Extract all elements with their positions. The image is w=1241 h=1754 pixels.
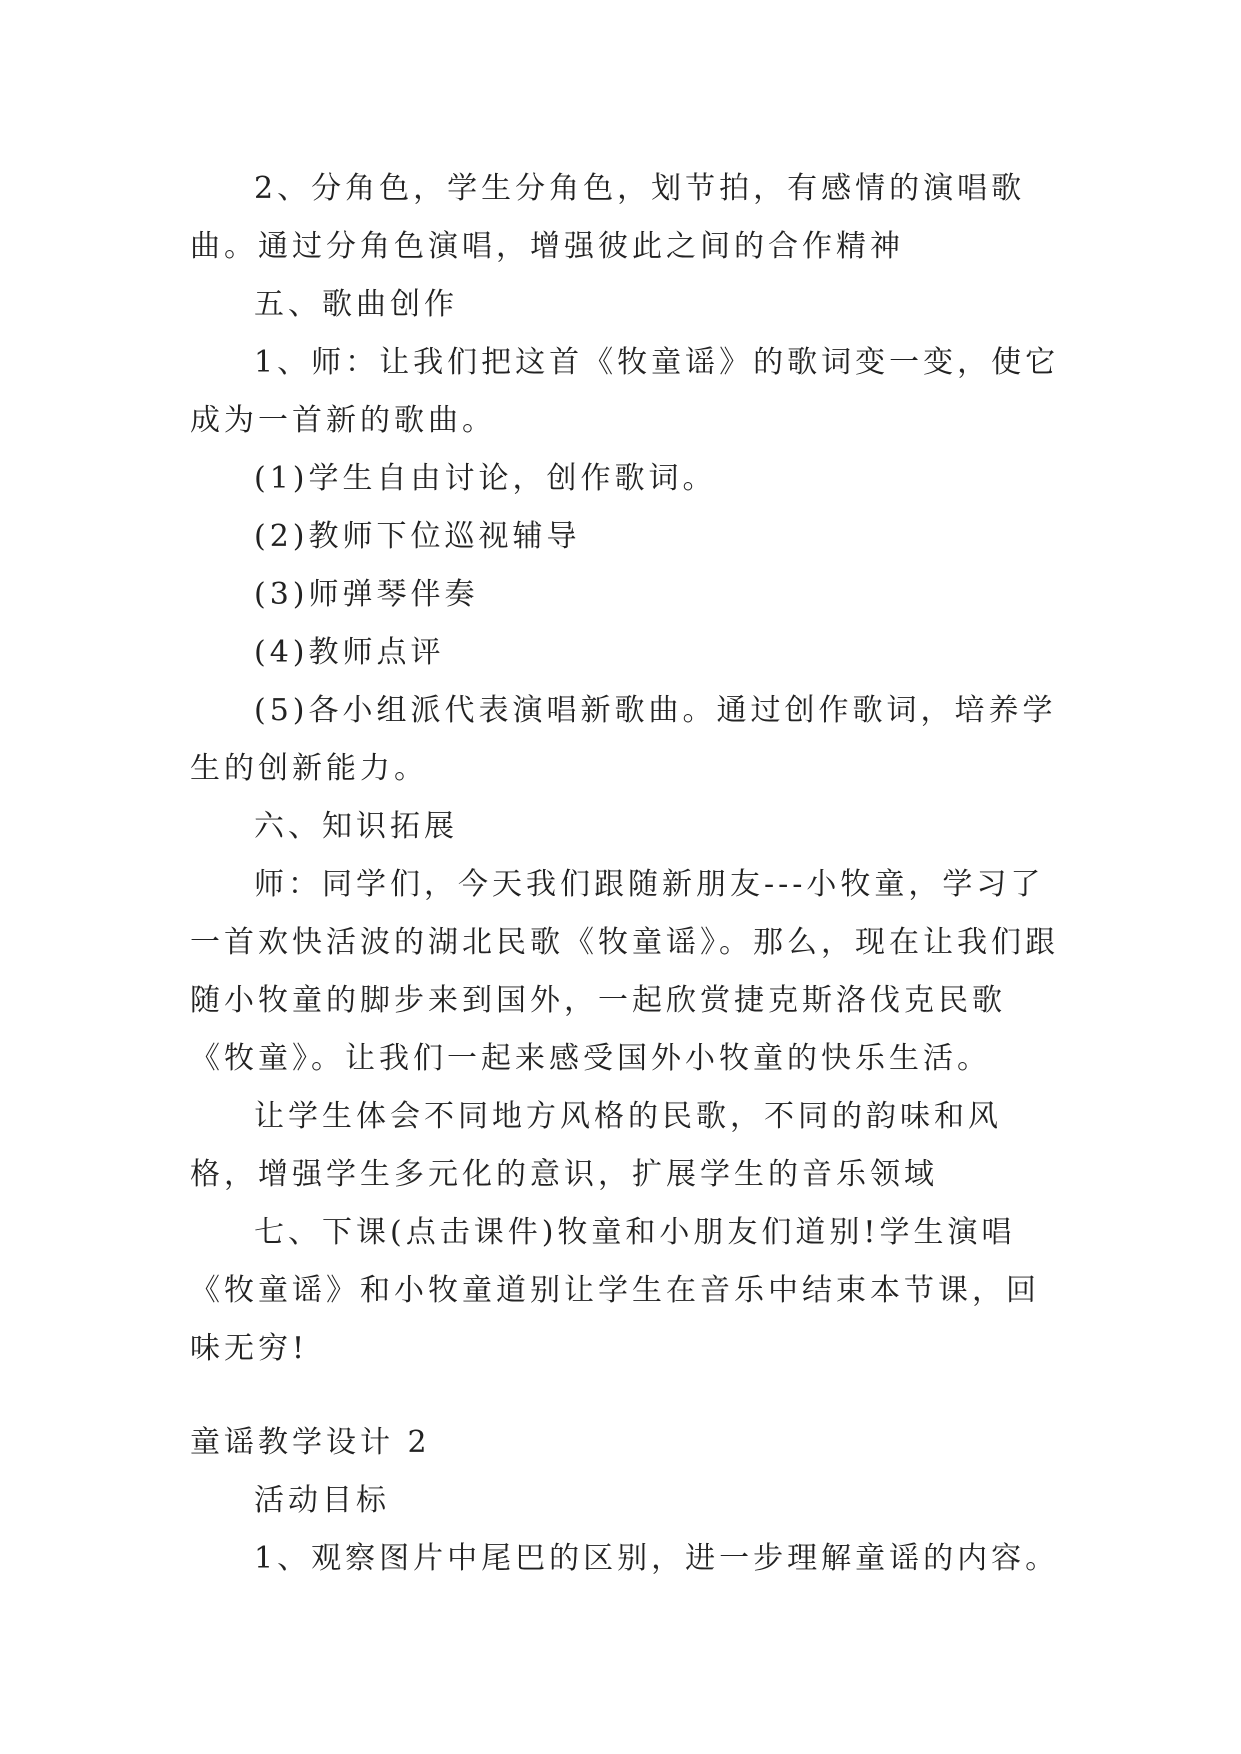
list-item: (4)教师点评 (254, 635, 445, 670)
document-body (190, 160, 1060, 1588)
list-item: (1)学生自由讨论，创作歌词。 (254, 461, 717, 496)
paragraph: 2、分角色，学生分角色，划节拍，有感情的演唱歌曲。通过分角色演唱，增强彼此之间的合作精神 (190, 171, 1026, 264)
document-title: 童谣教学设计 2 (190, 1425, 431, 1460)
list-item: (5)各小组派代表演唱新歌曲。通过创作歌词，培养学生的创新能力。 (190, 693, 1057, 786)
paragraph: 1、观察图片中尾巴的区别，进一步理解童谣的内容。 (254, 1541, 1060, 1576)
section-heading: 六、知识拓展 (254, 809, 458, 844)
paragraph: 师：同学们，今天我们跟随新朋友---小牧童，学习了一首欢快活波的湖北民歌《牧童谣》。那么，现在让我们跟随小牧童的脚步来到国外，一起欣赏捷克斯洛伐克民歌《牧童》。让我们一起来感受国外小牧童的快乐生活。 (190, 867, 1059, 1076)
paragraph: 七、下课(点击课件)牧童和小朋友们道别!学生演唱《牧童谣》和小牧童道别让学生在音乐中结束本节课，回味无穷! (190, 1215, 1040, 1366)
paragraph: 1、师：让我们把这首《牧童谣》的歌词变一变，使它成为一首新的歌曲。 (190, 345, 1060, 438)
list-item: (2)教师下位巡视辅导 (254, 519, 581, 554)
paragraph: 让学生体会不同地方风格的民歌，不同的韵味和风格，增强学生多元化的意识，扩展学生的音乐领域 (190, 1099, 1002, 1192)
list-item: (3)师弹琴伴奏 (254, 577, 479, 612)
section-heading: 五、歌曲创作 (254, 287, 458, 322)
section-heading: 活动目标 (254, 1483, 390, 1518)
